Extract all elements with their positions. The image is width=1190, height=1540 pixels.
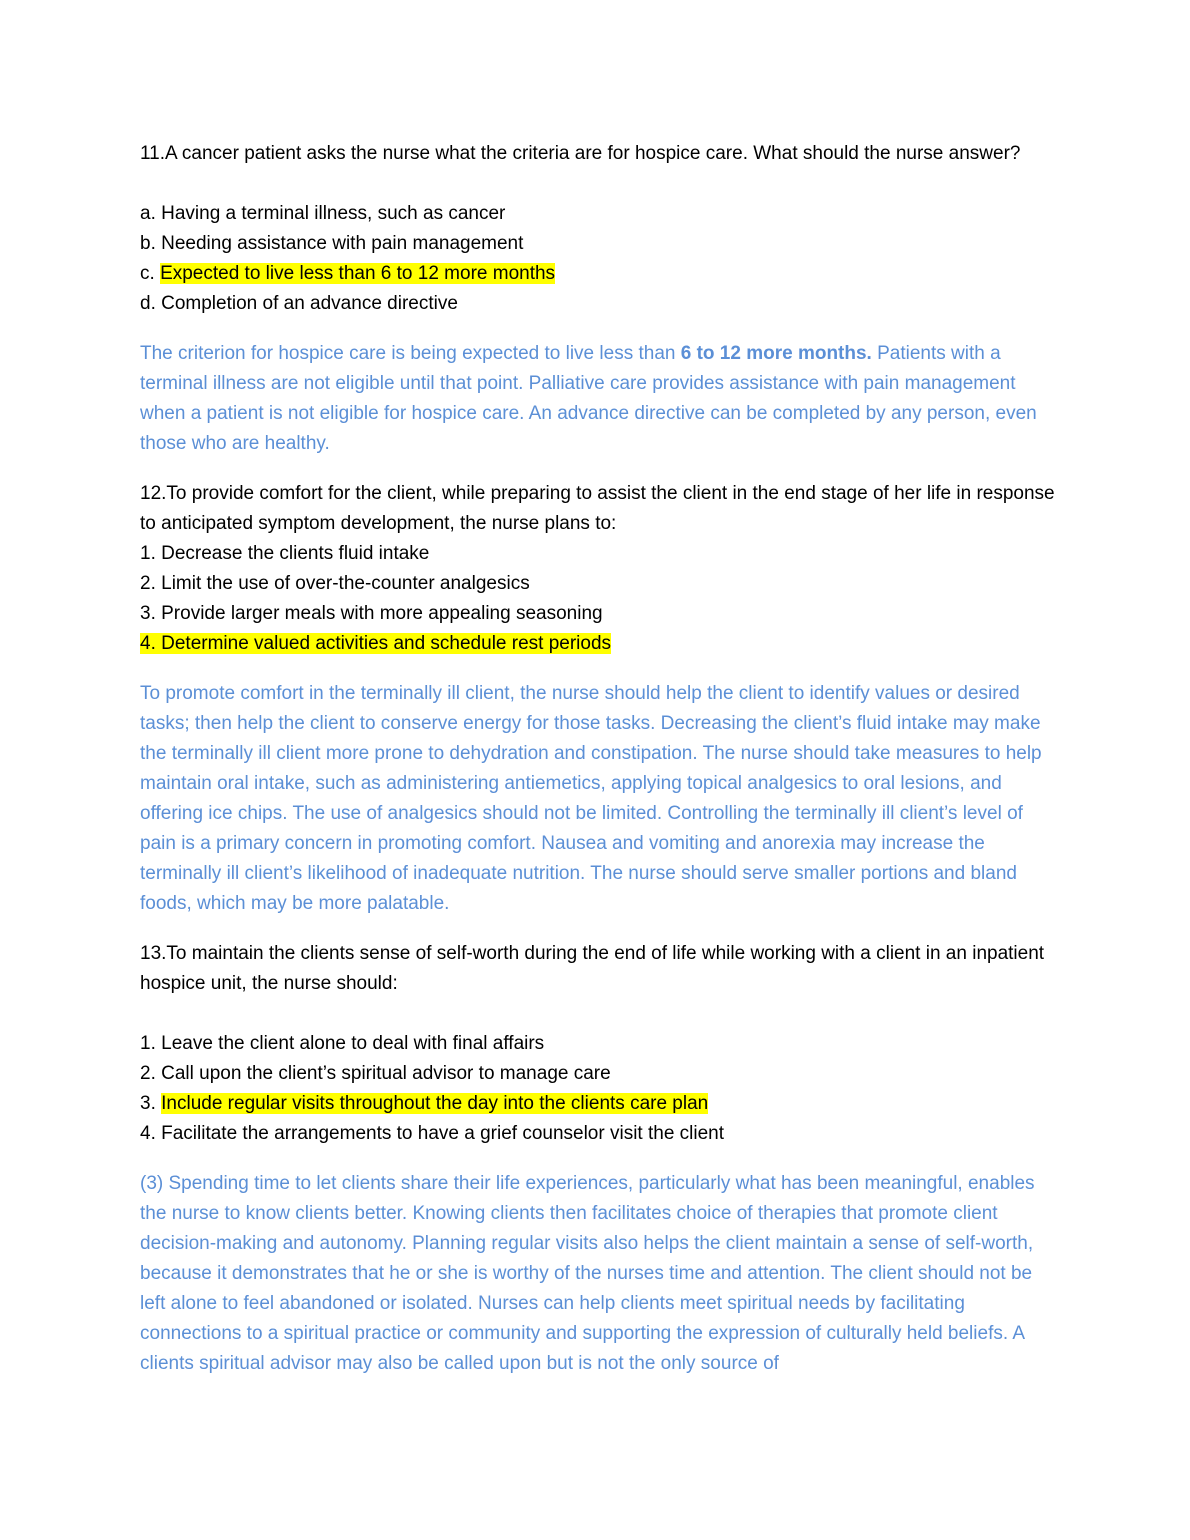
answer-highlight: Expected to live less than 6 to 12 more months	[160, 263, 556, 284]
document-page	[140, 139, 1055, 1399]
q13-option-1: 1. Leave the client alone to deal with final affairs	[140, 1033, 545, 1054]
q13-explanation: (3) Spending time to let clients share their life experiences, particularly what has been meaningful, enables the nurse to know clients better. Knowing clients then facilitates choice of therapies that promote client decision-making and autonomy. Planning regular visits also helps the client maintain a sense of self-worth, because it demonstrates that he or she is worthy of the nurses time and attention. The client should not be left alone to feel abandoned or isolated. Nurses can help clients meet spiritual needs by facilitating connections to a spiritual practice or community and supporting the expression of culturally held beliefs. A clients spiritual advisor may also be called upon but is not the only source of	[140, 1173, 1035, 1374]
question-12: 12.To provide comfort for the client, while preparing to assist the client in the end stage of her life in response to anticipated symptom development, the nurse plans to:	[140, 483, 1055, 534]
q13-option-4: 4. Facilitate the arrangements to have a grief counselor visit the client	[140, 1123, 725, 1144]
q12-option-4-correct	[140, 629, 1055, 659]
answer-highlight: Include regular visits throughout the day into the clients care plan	[161, 1093, 709, 1114]
q13-option-2: 2. Call upon the client’s spiritual advisor to manage care	[140, 1063, 611, 1084]
question-11: 11.A cancer patient asks the nurse what the criteria are for hospice care. What should the nurse answer?	[140, 143, 1021, 164]
q12-explanation: To promote comfort in the terminally ill client, the nurse should help the client to identify values or desired tasks; then help the client to conserve energy for those tasks. Decreasing the client’s fluid intake may make the terminally ill client more prone to dehydration and constipation. The nurse should take measures to help maintain oral intake, such as administering antiemetics, applying topical analgesics to oral lesions, and offering ice chips. The use of analgesics should not be limited. Controlling the terminally ill client’s level of pain is a primary concern in promoting comfort. Nausea and vomiting and anorexia may increase the terminally ill client’s likelihood of inadequate nutrition. The nurse should serve smaller portions and bland foods, which may be more palatable.	[140, 683, 1042, 914]
question-13: 13.To maintain the clients sense of self-worth during the end of life while working with a client in an inpatient hospice unit, the nurse should:	[140, 943, 1045, 994]
q11-explanation-emphasis: 6 to 12 more months.	[680, 343, 872, 364]
q12-option-1: 1. Decrease the clients fluid intake	[140, 543, 430, 564]
q12-option-3: 3. Provide larger meals with more appealing seasoning	[140, 603, 603, 624]
q11-option-b: b. Needing assistance with pain management	[140, 233, 524, 254]
q12-option-2: 2. Limit the use of over-the-counter analgesics	[140, 573, 530, 594]
q11-explanation: The criterion for hospice care is being expected to live less than 6 to 12 more months. Patients with a terminal illness are not eligible until that point. Palliative care provides assistance with pain management when a patient is not eligible for hospice care. An advance directive can be completed by any person, even those who are healthy.	[140, 343, 1037, 454]
q11-option-d: d. Completion of an advance directive	[140, 293, 458, 314]
q11-option-a: a. Having a terminal illness, such as cancer	[140, 203, 506, 224]
q11-option-c-correct: c. Expected to live less than 6 to 12 more months	[140, 263, 556, 284]
q13-option-3-correct: 3. Include regular visits throughout the day into the clients care plan	[140, 1093, 709, 1114]
answer-highlight: 4. Determine valued activities and schedule rest periods	[140, 633, 612, 654]
